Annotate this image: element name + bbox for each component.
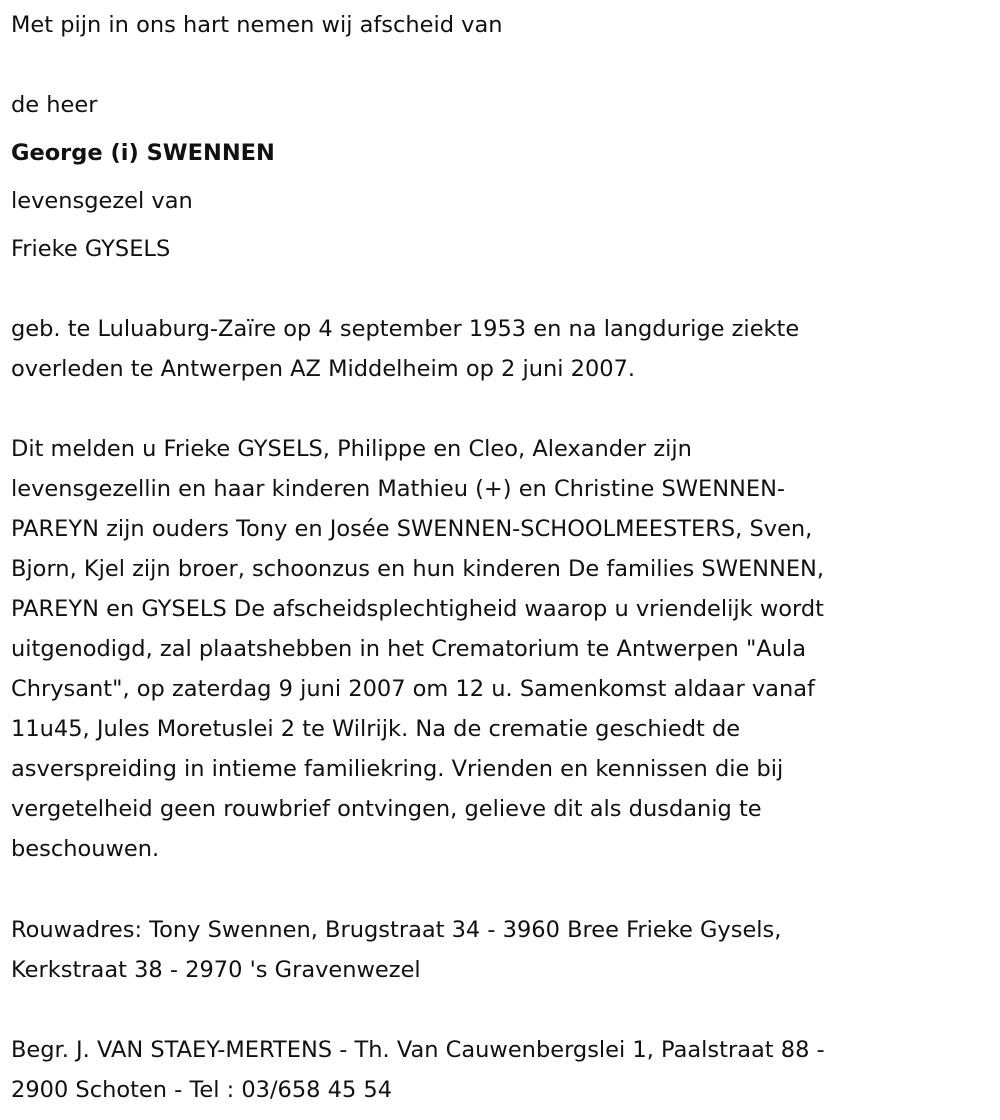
partner-name: Frieke GYSELS [11,236,171,262]
text-line: asverspreiding in intieme familiekring. Vrienden en kennissen die bij [11,756,784,782]
text-line: beschouwen. [11,836,160,862]
text-line: Kerkstraat 38 - 2970 's Gravenwezel [11,957,421,983]
text-line: overleden te Antwerpen AZ Middelheim op 2 juni 2007. [11,356,636,382]
text-line: Begr. J. VAN STAEY-MERTENS - Th. Van Cauwenbergslei 1, Paalstraat 88 - [11,1037,825,1063]
relation-text: levensgezel van [11,188,193,214]
intro-text: Met pijn in ons hart nemen wij afscheid van [11,12,503,38]
text-line: geb. te Luluaburg-Zaïre op 4 september 1953 en na langdurige ziekte [11,316,800,342]
text-line: Bjorn, Kjel zijn broer, schoonzus en hun kinderen De families SWENNEN, [11,556,825,582]
text-line: vergetelheid geen rouwbrief ontvingen, gelieve dit als dusdanig te [11,796,762,822]
text-line: 2900 Schoten - Tel : 03/658 45 54 [11,1077,393,1103]
deceased-name: George (i) SWENNEN [11,140,275,166]
text-line: levensgezellin en haar kinderen Mathieu (+) en Christine SWENNEN- [11,476,786,502]
text-line: Rouwadres: Tony Swennen, Brugstraat 34 - 3960 Bree Frieke Gysels, [11,917,782,943]
text-line: uitgenodigd, zal plaatshebben in het Crematorium te Antwerpen "Aula [11,636,807,662]
title-prefix: de heer [11,92,98,118]
text-line: PAREYN zijn ouders Tony en Josée SWENNEN-SCHOOLMEESTERS, Sven, [11,516,813,542]
text-line: Dit melden u Frieke GYSELS, Philippe en Cleo, Alexander zijn [11,436,692,462]
text-line: PAREYN en GYSELS De afscheidsplechtigheid waarop u vriendelijk wordt [11,596,824,622]
text-line: Chrysant", op zaterdag 9 juni 2007 om 12 u. Samenkomst aldaar vanaf [11,676,815,702]
text-line: 11u45, Jules Moretuslei 2 te Wilrijk. Na de crematie geschiedt de [11,716,741,742]
